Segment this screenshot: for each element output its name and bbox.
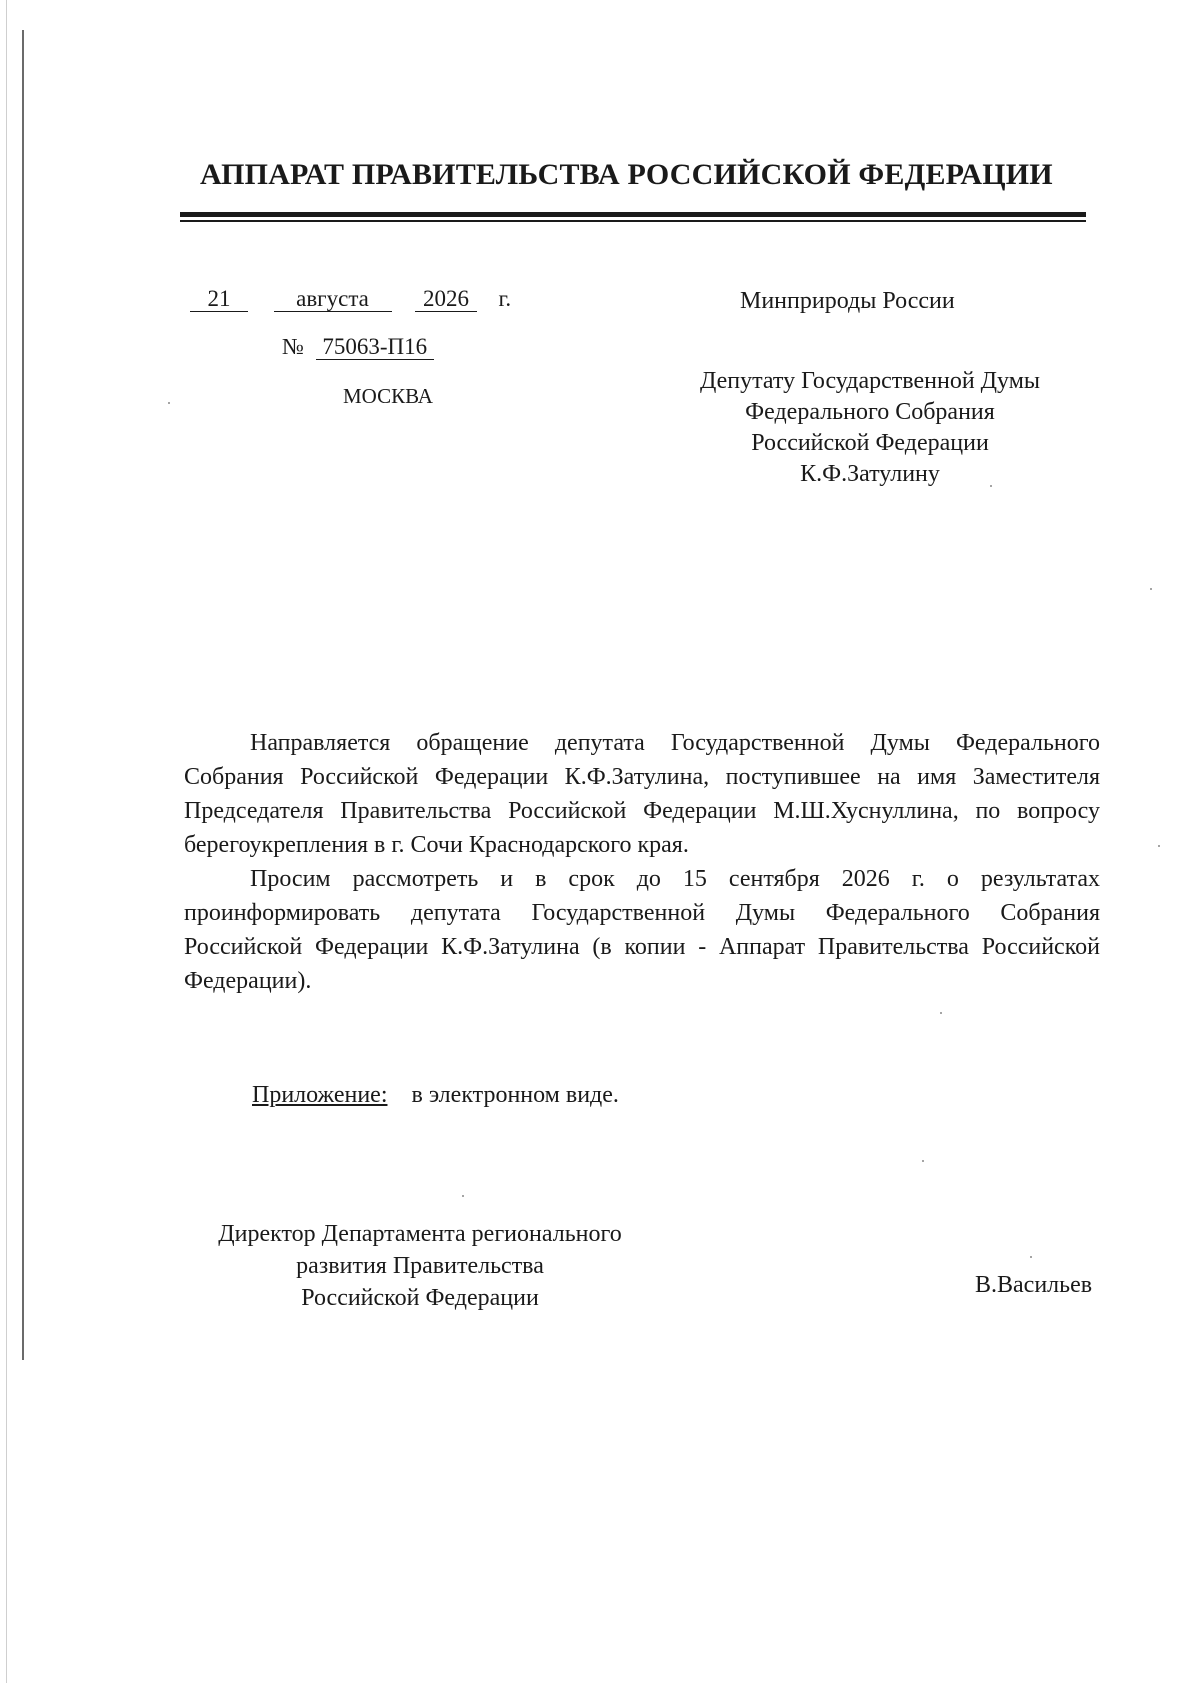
- addressee-secondary-line: Федерального Собрания: [745, 399, 995, 425]
- header-double-rule: [180, 212, 1086, 222]
- scan-edge-faint: [6, 0, 7, 1683]
- document-header-title: АППАРАТ ПРАВИТЕЛЬСТВА РОССИЙСКОЙ ФЕДЕРАЦИИ: [200, 158, 1053, 191]
- registration-number: 75063-П16: [316, 335, 434, 360]
- header-rule-thick: [180, 212, 1086, 217]
- letter-body: [184, 726, 1100, 998]
- attachment-value: в электронном виде.: [411, 1082, 619, 1108]
- signer-name: В.Васильев: [975, 1272, 1093, 1298]
- body-paragraph: Просим рассмотреть и в срок до 15 сентября 2026 г. о результатах проинформировать депутата Государственной Думы Федерального Собрания Российской Федерации К.Ф.Затулина (в копии - Аппарат Правительства Российской Федерации).: [184, 866, 1100, 994]
- header-rule-thin: [180, 220, 1086, 222]
- registration-number-prefix: №: [282, 334, 304, 359]
- body-paragraph: Направляется обращение депутата Государственной Думы Федерального Собрания Российской Федерации К.Ф.Затулина, поступившее на имя Заместителя Председателя Правительства Российской Федерации М.Ш.Хуснуллина, по вопросу берегоукрепления в г. Сочи Краснодарского края.: [184, 730, 1100, 858]
- addressee-secondary-line: Российской Федерации: [751, 430, 989, 456]
- addressee-secondary-line: К.Ф.Затулину: [800, 461, 940, 487]
- addressee-primary: Минприроды России: [740, 288, 955, 314]
- date-line: [190, 286, 511, 312]
- date-day: 21: [190, 287, 248, 312]
- date-month: августа: [274, 287, 392, 312]
- signer-position-line: Российской Федерации: [301, 1285, 539, 1311]
- date-year: 2026: [415, 287, 477, 312]
- signer-position-line: Директор Департамента регионального: [218, 1221, 622, 1247]
- registration-number-line: [282, 334, 434, 360]
- scan-edge-line: [22, 30, 24, 1360]
- scan-speck: [1158, 845, 1160, 847]
- addressee-secondary-line: Депутату Государственной Думы: [699, 368, 1041, 394]
- scan-speck: [168, 402, 170, 404]
- addressee-secondary: [670, 366, 1070, 490]
- attachment-line: [252, 1082, 619, 1109]
- signer-position-line: развития Правительства: [296, 1253, 544, 1279]
- date-year-suffix: г.: [498, 286, 512, 311]
- signer-position: [190, 1218, 650, 1314]
- city-name: МОСКВА: [343, 384, 433, 408]
- scan-speck: [1030, 1256, 1032, 1258]
- attachment-label: Приложение:: [252, 1082, 388, 1108]
- scan-speck: [1150, 588, 1152, 590]
- scan-speck: [940, 1012, 942, 1014]
- scan-speck: [462, 1195, 464, 1197]
- scan-speck: [922, 1160, 924, 1162]
- scan-speck: [990, 485, 992, 487]
